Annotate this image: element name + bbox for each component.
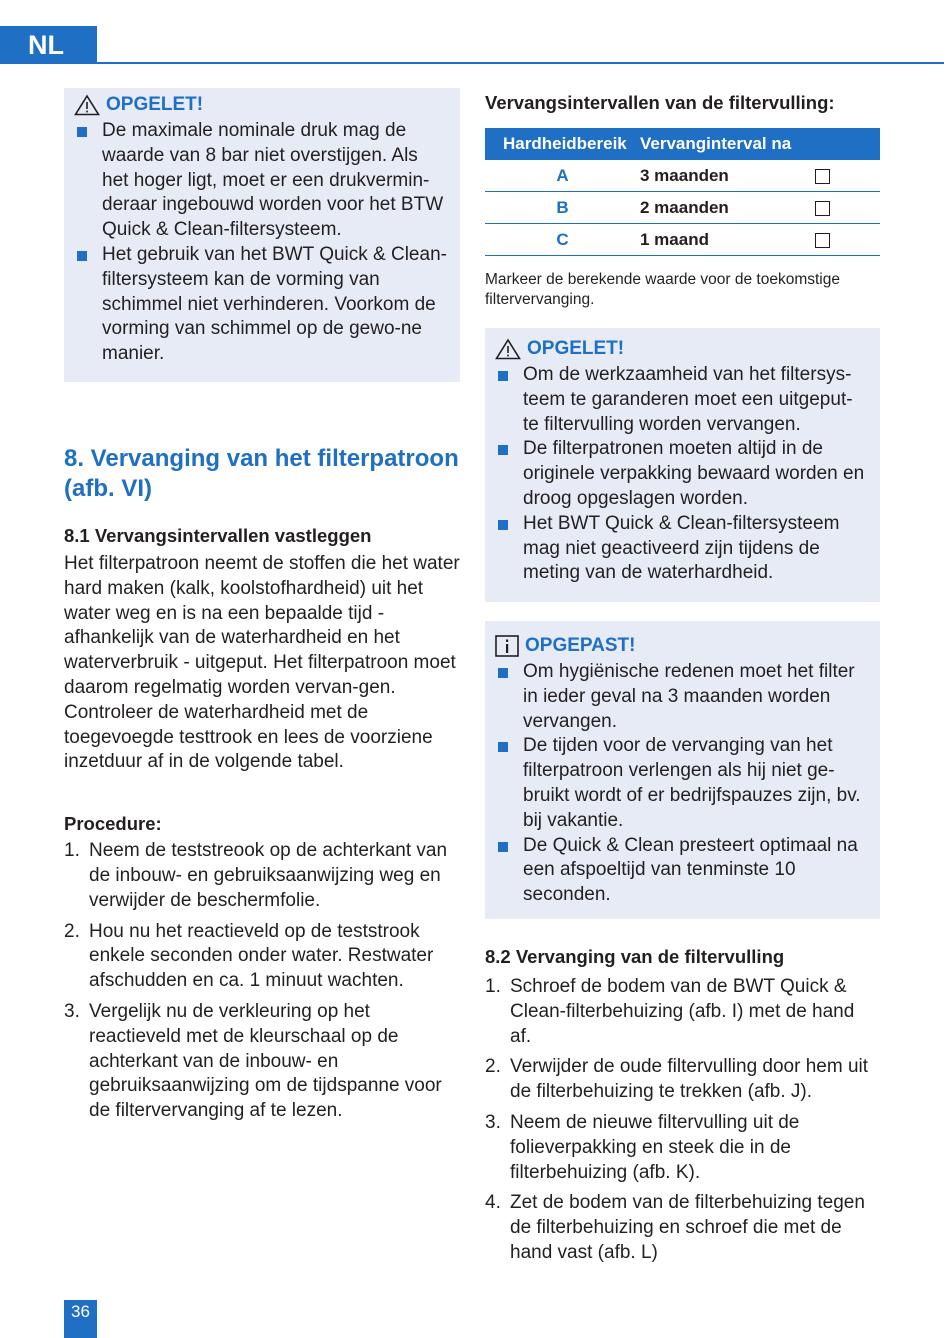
bullet-square-icon <box>77 251 87 261</box>
table-cell: B <box>485 192 640 224</box>
right-column <box>485 92 880 1272</box>
warning-box-right <box>485 328 880 602</box>
warning-box-head <box>495 338 868 360</box>
list-item <box>485 1111 880 1185</box>
replacement-steps <box>485 975 880 1266</box>
info-box <box>485 621 880 919</box>
checkbox[interactable] <box>815 169 830 184</box>
info-icon <box>495 635 519 657</box>
list-item <box>495 363 868 437</box>
table-cell: C <box>485 224 640 256</box>
table-title: Vervangsintervallen van de filtervulling: <box>485 92 835 113</box>
step-text: Neem de nieuwe filtervulling uit de folieverpakking en steek die in de filterbehuizing (afb. K). <box>510 1111 800 1183</box>
warning-triangle-icon <box>74 94 100 116</box>
procedure-steps <box>64 839 460 1124</box>
bullet-square-icon <box>77 127 87 137</box>
table-row <box>485 224 880 256</box>
table-cell: 1 maand <box>640 224 779 256</box>
table-cell: A <box>485 160 640 192</box>
table-cell: 2 maanden <box>640 192 779 224</box>
table-cell <box>779 192 880 224</box>
step-number: 1. <box>64 840 80 862</box>
info-list <box>495 660 868 908</box>
list-item-text: De filterpatronen moeten altijd in de originele verpakking bewaard worden en droog opgeslagen worden. <box>523 438 865 509</box>
bullet-square-icon <box>498 668 508 678</box>
warning-list <box>74 119 448 367</box>
step-number: 3. <box>64 1000 80 1022</box>
bullet-square-icon <box>498 842 508 852</box>
warning-title: OPGELET! <box>527 338 625 359</box>
list-item <box>64 839 460 913</box>
list-item <box>485 1191 880 1265</box>
subsection-title: 8.2 Vervanging van de filtervulling <box>485 946 785 967</box>
list-item-text: Om hygiënische redenen moet het filter in ieder geval na 3 maanden worden vervangen. <box>523 661 855 732</box>
bullet-square-icon <box>498 520 508 530</box>
info-box-head <box>495 635 868 657</box>
step-text: Schroef de bodem van de BWT Quick & Clean-filterbehuizing (afb. I) met de hand af. <box>510 976 855 1047</box>
list-item <box>495 660 868 734</box>
list-item-text: Het gebruik van het BWT Quick & Clean-filtersysteem kan de vorming van schimmel niet verhinderen. Voorkom de vorming van schimmel op de gewo-ne manier. <box>102 243 447 365</box>
warning-box-head <box>74 94 448 116</box>
step-number: 2. <box>64 920 80 942</box>
left-column <box>64 88 460 1130</box>
step-number: 4. <box>485 1192 501 1214</box>
checkbox[interactable] <box>815 201 830 216</box>
list-item <box>495 734 868 833</box>
list-item-text: Het BWT Quick & Clean-filtersysteem mag niet geactiveerd zijn tijdens de meting van de waterhardheid. <box>523 512 840 584</box>
table-cell <box>779 224 880 256</box>
list-item <box>64 920 460 994</box>
subsection-body: Het filterpatroon neemt de stoffen die het water hard maken (kalk, koolstofhardheid) uit het water weg en is na een bepaalde tijd - afhankelijk van de waterhardheid en het waterverbruik - uitgeput. Het filterpatroon moet daarom regelmatig worden vervan-gen. Controleer de waterhardheid met de toegevoegde testtrook en lees de voorziene inzetduur af in de volgende tabel. <box>64 553 460 773</box>
step-text: Neem de teststreook op de achterkant van de inbouw- en gebruiksaanwijzing weg en verwijder de beschermfolie. <box>89 840 448 911</box>
step-text: Zet de bodem van de filterbehuizing tegen de filterbehuizing en schroef die met de hand vast (afb. L) <box>510 1192 865 1263</box>
table-row <box>485 192 880 224</box>
list-item <box>64 1000 460 1124</box>
warning-title: OPGELET! <box>106 94 204 115</box>
list-item <box>74 119 448 243</box>
list-item <box>495 512 868 586</box>
step-number: 3. <box>485 1111 501 1133</box>
table-row <box>485 160 880 192</box>
list-item <box>495 437 868 511</box>
step-text: Verwijder de oude filtervulling door hem uit de filterbehuizing te trekken (afb. J). <box>510 1056 869 1103</box>
bullet-square-icon <box>498 371 508 381</box>
warning-list <box>495 363 868 586</box>
interval-table <box>485 128 880 256</box>
warning-triangle-icon <box>495 338 521 360</box>
bullet-square-icon <box>498 742 508 752</box>
table-header-row <box>485 128 880 160</box>
table-cell <box>779 160 880 192</box>
header-rule <box>97 62 944 64</box>
table-note: Markeer de berekende waarde voor de toekomstige filtervervanging. <box>485 271 840 308</box>
procedure-title: Procedure: <box>64 813 162 835</box>
table-header-cell: Hardheidbereik <box>485 128 640 160</box>
list-item <box>485 1055 880 1105</box>
info-title: OPGEPAST! <box>525 635 636 656</box>
warning-box-left <box>64 88 460 382</box>
bullet-square-icon <box>498 445 508 455</box>
list-item-text: De Quick & Clean presteert optimaal na een afspoeltijd van tenminste 10 seconden. <box>523 834 858 906</box>
list-item-text: De maximale nominale druk mag de waarde van 8 bar niet overstijgen. Als het hoger ligt, moet er een drukvermin-deraar ingebouwd worden voor het BTW Quick & Clean-filtersysteem. <box>102 120 444 241</box>
checkbox[interactable] <box>815 233 830 248</box>
section-title: 8. Vervanging van het filterpatroon (afb. VI) <box>64 445 459 502</box>
step-text: Hou nu het reactieveld op de teststrook enkele seconden onder water. Restwater afschudden en ca. 1 minuut wachten. <box>89 920 434 992</box>
step-number: 2. <box>485 1056 501 1078</box>
subsection-title: 8.1 Vervangsintervallen vastleggen <box>64 525 372 546</box>
list-item-text: Om de werkzaamheid van het filtersys-teem te garanderen moet een uitgeput-te filtervulling worden vervangen. <box>523 364 853 435</box>
list-item <box>485 975 880 1049</box>
table-header-cell: Vervanginterval na <box>640 128 880 160</box>
list-item <box>74 243 448 367</box>
list-item-text: De tijden voor de vervanging van het filterpatroon verlengen als hij niet ge-bruikt wordt of er bedrijfspauzes zijn, bv. bij vakantie. <box>523 735 861 831</box>
page-number: 36 <box>64 1300 97 1338</box>
language-tab: NL <box>0 26 97 64</box>
table-cell: 3 maanden <box>640 160 779 192</box>
step-text: Vergelijk nu de verkleuring op het reactieveld met de kleurschaal op de achterkant van de inbouw- en gebruiksaanwijzing om de tijdspanne voor de filtervervanging af te lezen. <box>89 1000 442 1122</box>
list-item <box>495 834 868 908</box>
step-number: 1. <box>485 976 501 997</box>
